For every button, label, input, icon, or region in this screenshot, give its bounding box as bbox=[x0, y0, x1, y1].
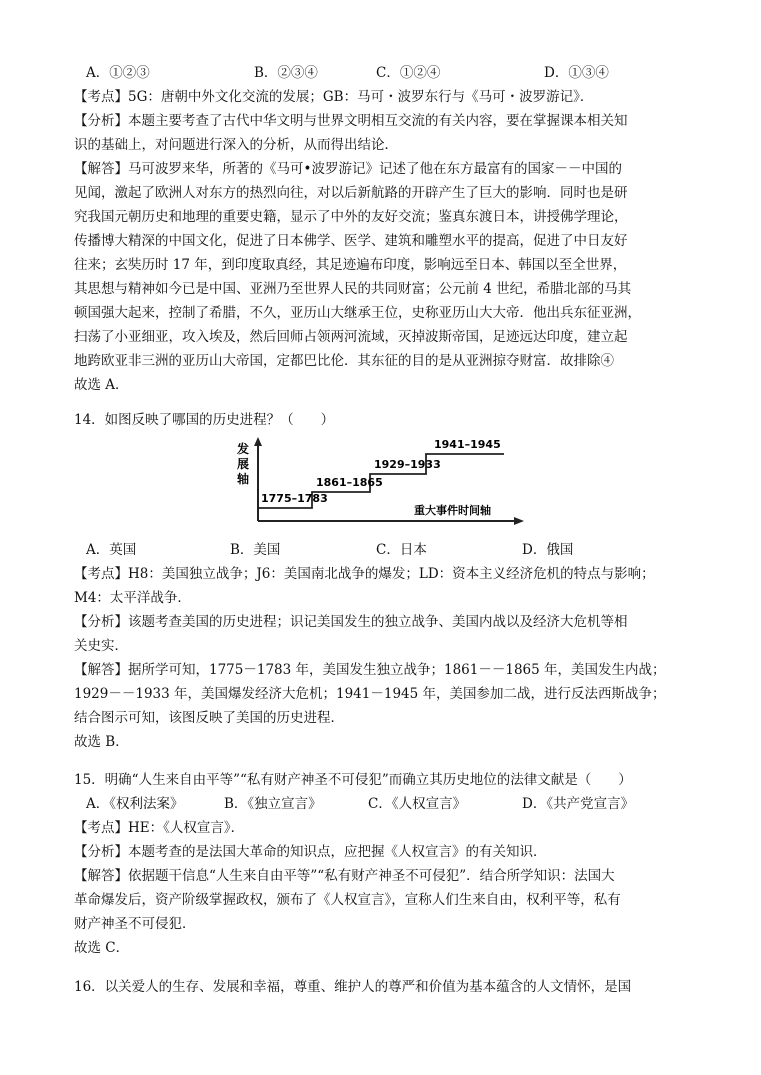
q14-kaodian-line: 【考点】H8：美国独立战争；J6：美国南北战争的爆发；LD：资本主义经济危机的特点与影响； bbox=[74, 566, 655, 582]
q13-option-b: B．②③④ bbox=[254, 65, 318, 81]
q13-jieda-line: 传播博大精深的中国文化，促进了日本佛学、医学、建筑和雕塑水平的提高，促进了中日友好 bbox=[74, 233, 628, 249]
q14-option-c: C．日本 bbox=[376, 542, 427, 558]
q13-jieda-line: 其思想与精神如今已是中国、亚洲乃至世界人民的共同财富；公元前 4 世纪，希腊北部的马其 bbox=[74, 281, 632, 297]
x-axis-label: 重大事件时间轴 bbox=[414, 504, 491, 517]
q13-option-a: A．①②③ bbox=[86, 65, 150, 81]
q13-jieda-line: 扫荡了小亚细亚，攻入埃及，然后回师占领两河流域，灭掉波斯帝国，足迹远达印度，建立起 bbox=[74, 329, 628, 345]
q13-fenxi-line: 【分析】本题主要考查了古代中华文明与世界文明相互交流的有关内容，要在掌握课本相关知 bbox=[74, 113, 628, 129]
q15-jieda-line: 财产神圣不可侵犯． bbox=[74, 916, 196, 932]
q13-fenxi-line: 识的基础上，对问题进行深入的分析，从而得出结论． bbox=[74, 137, 398, 153]
q14-fenxi-line: 【分析】该题考查美国的历史进程；识记美国发生的独立战争、美国内战以及经济大危机等相 bbox=[74, 614, 628, 630]
q14-kaodian-line: M4：太平洋战争． bbox=[74, 590, 191, 606]
x-axis-arrow-icon bbox=[514, 517, 524, 525]
q15-fenxi: 【分析】本题考查的是法国大革命的知识点，应把握《人权宣言》的有关知识． bbox=[74, 844, 547, 860]
q14-jieda-line: 【解答】据所学可知，1775－1783 年，美国发生独立战争；1861－－1865 年，美国发生内战； bbox=[74, 662, 666, 678]
q13-jieda-line: 往来；玄奘历时 17 年，到印度取真经，其足迹遍布印度，影响远至日本、韩国以至全世界， bbox=[74, 257, 627, 273]
q15-question: 15．明确“人生来自由平等”“私有财产神圣不可侵犯”而确立其历史地位的法律文献是（ ） bbox=[74, 772, 632, 788]
q15-option-d: D．《共产党宣言》 bbox=[522, 796, 635, 812]
q14-option-a: A．英国 bbox=[86, 542, 137, 558]
step-label: 1941–1945 bbox=[434, 438, 501, 451]
q13-answer: 故选 A． bbox=[74, 377, 129, 393]
q15-jieda-line: 【解答】依据题干信息“人生来自由平等”“私有财产神圣不可侵犯”．结合所学知识：法国大 bbox=[74, 868, 615, 884]
q14-option-d: D．俄国 bbox=[522, 542, 574, 558]
q15-jieda-line: 革命爆发后，资产阶级掌握政权，颁布了《人权宣言》，宣称人们生来自由，权利平等，私有 bbox=[74, 892, 621, 908]
step-label: 1775–1783 bbox=[261, 492, 328, 505]
q16-question: 16．以关爱人的生存、发展和幸福，尊重、维护人的尊严和价值为基本蕴含的人文情怀，是国 bbox=[74, 979, 632, 995]
q13-jieda-line: 地跨欧亚非三洲的亚历山大帝国，定都巴比伦．其东征的目的是从亚洲掠夺财富．故排除④ bbox=[74, 353, 614, 369]
q15-answer: 故选 C． bbox=[74, 940, 130, 956]
q15-option-a: A．《权利法案》 bbox=[86, 796, 184, 812]
y-axis-arrow-icon bbox=[254, 437, 262, 446]
q14-option-b: B．美国 bbox=[230, 542, 281, 558]
q15-option-b: B．《独立宣言》 bbox=[224, 796, 322, 812]
y-axis-label-char: 轴 bbox=[237, 472, 250, 486]
y-axis-label-char: 发 bbox=[237, 442, 250, 456]
step-label: 1861–1865 bbox=[316, 476, 383, 489]
q13-jieda-line: 见闻，激起了欧洲人对东方的热烈向往，对以后新航路的开辟产生了巨大的影响．同时也是研 bbox=[74, 185, 628, 201]
q13-jieda-line: 究我国元朝历史和地理的重要史籍，显示了中外的友好交流；鉴真东渡日本，讲授佛学理论， bbox=[74, 209, 628, 225]
q13-jieda-line: 顿国强大起来，控制了希腊，不久，亚历山大继承王位，史称亚历山大大帝．他出兵东征亚洲， bbox=[74, 305, 641, 321]
y-axis-label-char: 展 bbox=[237, 457, 250, 471]
q14-fenxi-line: 关史实． bbox=[74, 638, 128, 654]
q14-jieda-line: 结合图示可知，该图反映了美国的历史进程． bbox=[74, 710, 344, 726]
q14-question: 14．如图反映了哪国的历史进程？（ ） bbox=[74, 412, 335, 428]
step-diagram-svg bbox=[237, 434, 526, 530]
q14-jieda-line: 1929－－1933 年，美国爆发经济大危机；1941－1945 年，美国参加二战，进行反法西斯战争； bbox=[74, 686, 666, 702]
step-label: 1929–1933 bbox=[374, 458, 441, 471]
q13-option-c: C．①②④ bbox=[376, 65, 441, 81]
q15-option-c: C．《人权宣言》 bbox=[368, 796, 467, 812]
q13-jieda-line: 【解答】马可波罗来华，所著的《马可•波罗游记》记述了他在东方最富有的国家－－中国的 bbox=[74, 161, 622, 177]
q15-kaodian: 【考点】HE：《人权宣言》． bbox=[74, 820, 245, 836]
q14-step-diagram bbox=[237, 434, 526, 530]
q14-answer: 故选 B． bbox=[74, 734, 129, 750]
q13-option-d: D．①③④ bbox=[544, 65, 609, 81]
q13-kaodian: 【考点】5G：唐朝中外文化交流的发展；GB：马可・波罗东行与《马可・波罗游记》． bbox=[74, 89, 594, 105]
